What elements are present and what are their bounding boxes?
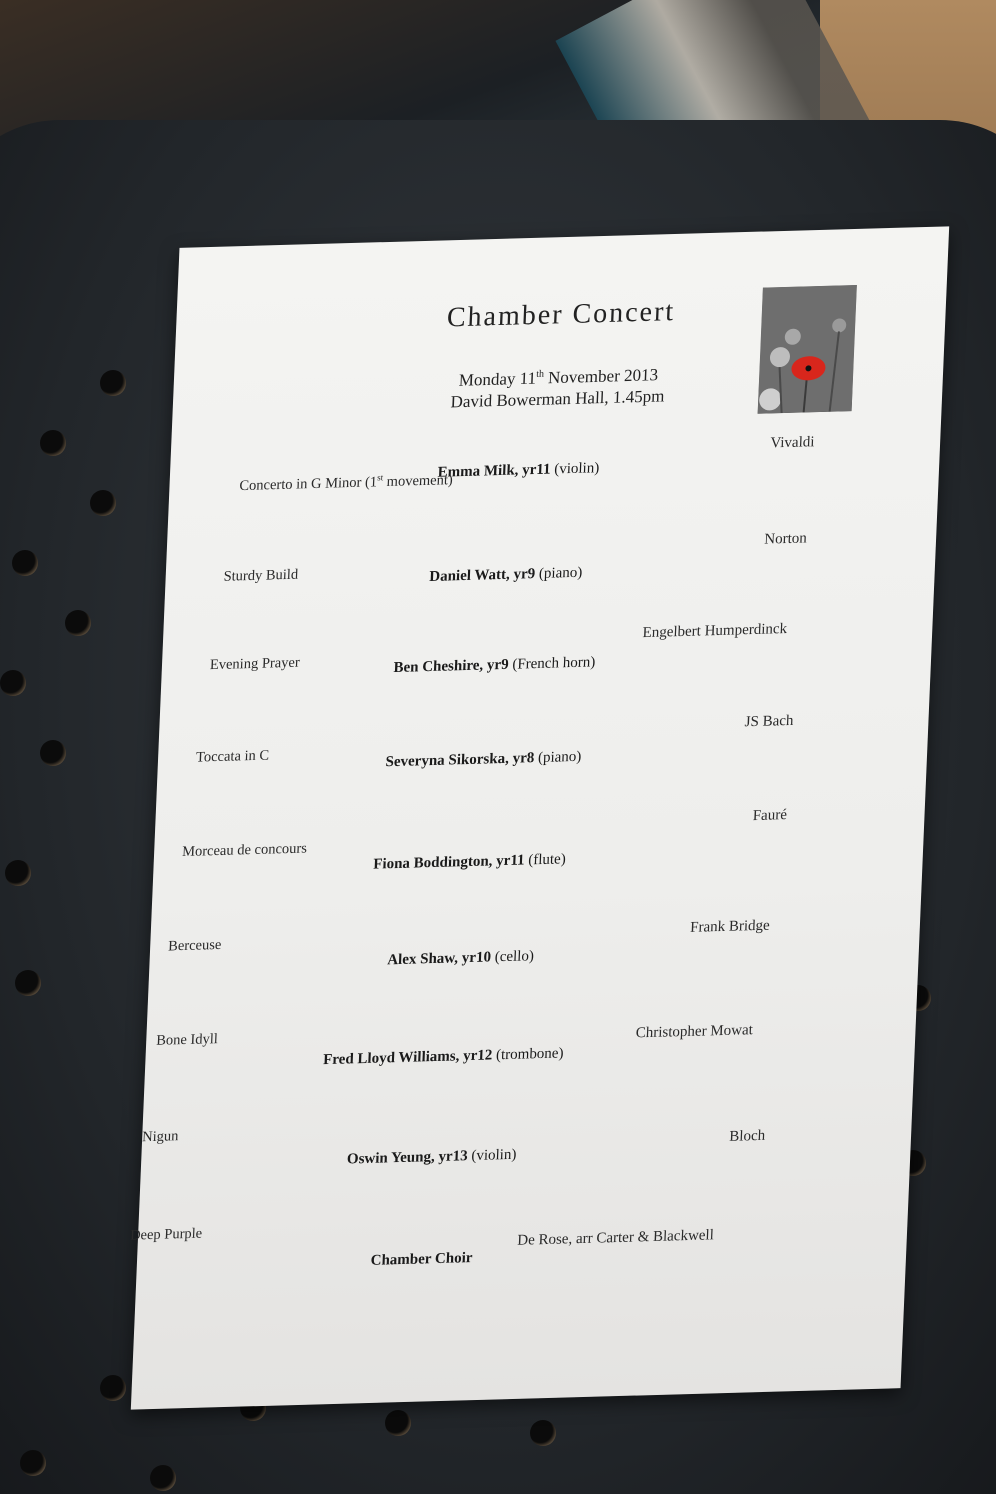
- performer-instrument: (piano): [534, 564, 583, 583]
- chair-hole: [100, 370, 126, 396]
- piece-title: Bone Idyll: [155, 1031, 219, 1049]
- performer-name: Alex Shaw, yr10: [386, 949, 492, 969]
- composer-name: Frank Bridge: [689, 917, 771, 936]
- performer: [323, 1045, 564, 1069]
- chair-hole: [5, 860, 31, 886]
- performer-instrument: (French horn): [508, 654, 596, 673]
- performer: [393, 654, 595, 677]
- performer-name: Ben Cheshire, yr9: [393, 656, 509, 677]
- performer-instrument: (trombone): [491, 1045, 564, 1064]
- chair-hole: [65, 610, 91, 636]
- programme-item: [156, 707, 929, 809]
- composer-name: De Rose, arr Carter & Blackwell: [516, 1227, 715, 1249]
- performer: [437, 460, 599, 482]
- composer-name: JS Bach: [744, 712, 794, 731]
- composer-name: Christopher Mowat: [635, 1022, 754, 1042]
- chair-hole: [12, 550, 38, 576]
- performer-name: Fred Lloyd Williams, yr12: [322, 1047, 493, 1069]
- programme-item: [144, 988, 917, 1090]
- piece-title: Concerto in G Minor (1st movement): [239, 472, 454, 495]
- chair-hole: [385, 1410, 411, 1436]
- programme-item: [152, 799, 925, 901]
- programme-item: [140, 1084, 913, 1186]
- piece-title: Toccata in C: [195, 747, 270, 766]
- chair-hole: [15, 970, 41, 996]
- composer-name: Fauré: [752, 807, 788, 825]
- performer-name: Severyna Sikorska, yr8: [385, 750, 535, 771]
- performer-instrument: (violin): [467, 1146, 517, 1165]
- programme-item: [167, 434, 940, 543]
- chair-hole: [0, 670, 26, 696]
- piece-title: Sturdy Build: [223, 566, 299, 585]
- performer-name: Daniel Watt, yr9: [428, 566, 536, 586]
- piece-title: Nigun: [141, 1128, 179, 1146]
- chair-hole: [40, 430, 66, 456]
- performer-instrument: (flute): [524, 851, 567, 869]
- programme-item: [164, 527, 937, 629]
- performer: [373, 851, 566, 873]
- performer: [370, 1250, 472, 1270]
- chair-hole: [530, 1420, 556, 1446]
- composer-name: Engelbert Humperdinck: [642, 621, 788, 642]
- poppy-image: [758, 285, 857, 414]
- piece-title: Deep Purple: [129, 1225, 203, 1244]
- programme-item: [148, 893, 921, 995]
- chair-hole: [100, 1375, 126, 1401]
- performer-instrument: (piano): [533, 748, 582, 767]
- performer-instrument: (violin): [550, 460, 600, 478]
- performer: [387, 948, 534, 969]
- performer-name: Fiona Boddington, yr11: [372, 852, 525, 873]
- performer: [429, 565, 583, 586]
- concert-venue: David Bowerman Hall, 1.45pm: [450, 386, 665, 412]
- chair-hole: [40, 740, 66, 766]
- performer-name: Emma Milk, yr11: [437, 461, 551, 481]
- composer-name: Bloch: [728, 1127, 766, 1145]
- concert-date: Monday 11th November 2013: [458, 365, 659, 390]
- chair-hole: [150, 1465, 176, 1491]
- performer-name: Chamber Choir: [370, 1250, 473, 1269]
- piece-title: Evening Prayer: [209, 654, 301, 674]
- chair-hole: [90, 490, 116, 516]
- performer-instrument: (cello): [490, 948, 535, 966]
- performer: [347, 1147, 517, 1169]
- page-title: Chamber Concert: [446, 296, 676, 334]
- programme-item: [160, 617, 933, 719]
- performer-name: Oswin Yeung, yr13: [346, 1148, 468, 1168]
- performer: [385, 749, 581, 771]
- programme-sheet: [131, 226, 949, 1409]
- piece-title: Morceau de concours: [181, 840, 308, 861]
- piece-title: Berceuse: [167, 936, 222, 955]
- chair-hole: [20, 1450, 46, 1476]
- composer-name: Norton: [763, 530, 808, 548]
- composer-name: Vivaldi: [770, 434, 815, 452]
- programme-item: [129, 1178, 909, 1280]
